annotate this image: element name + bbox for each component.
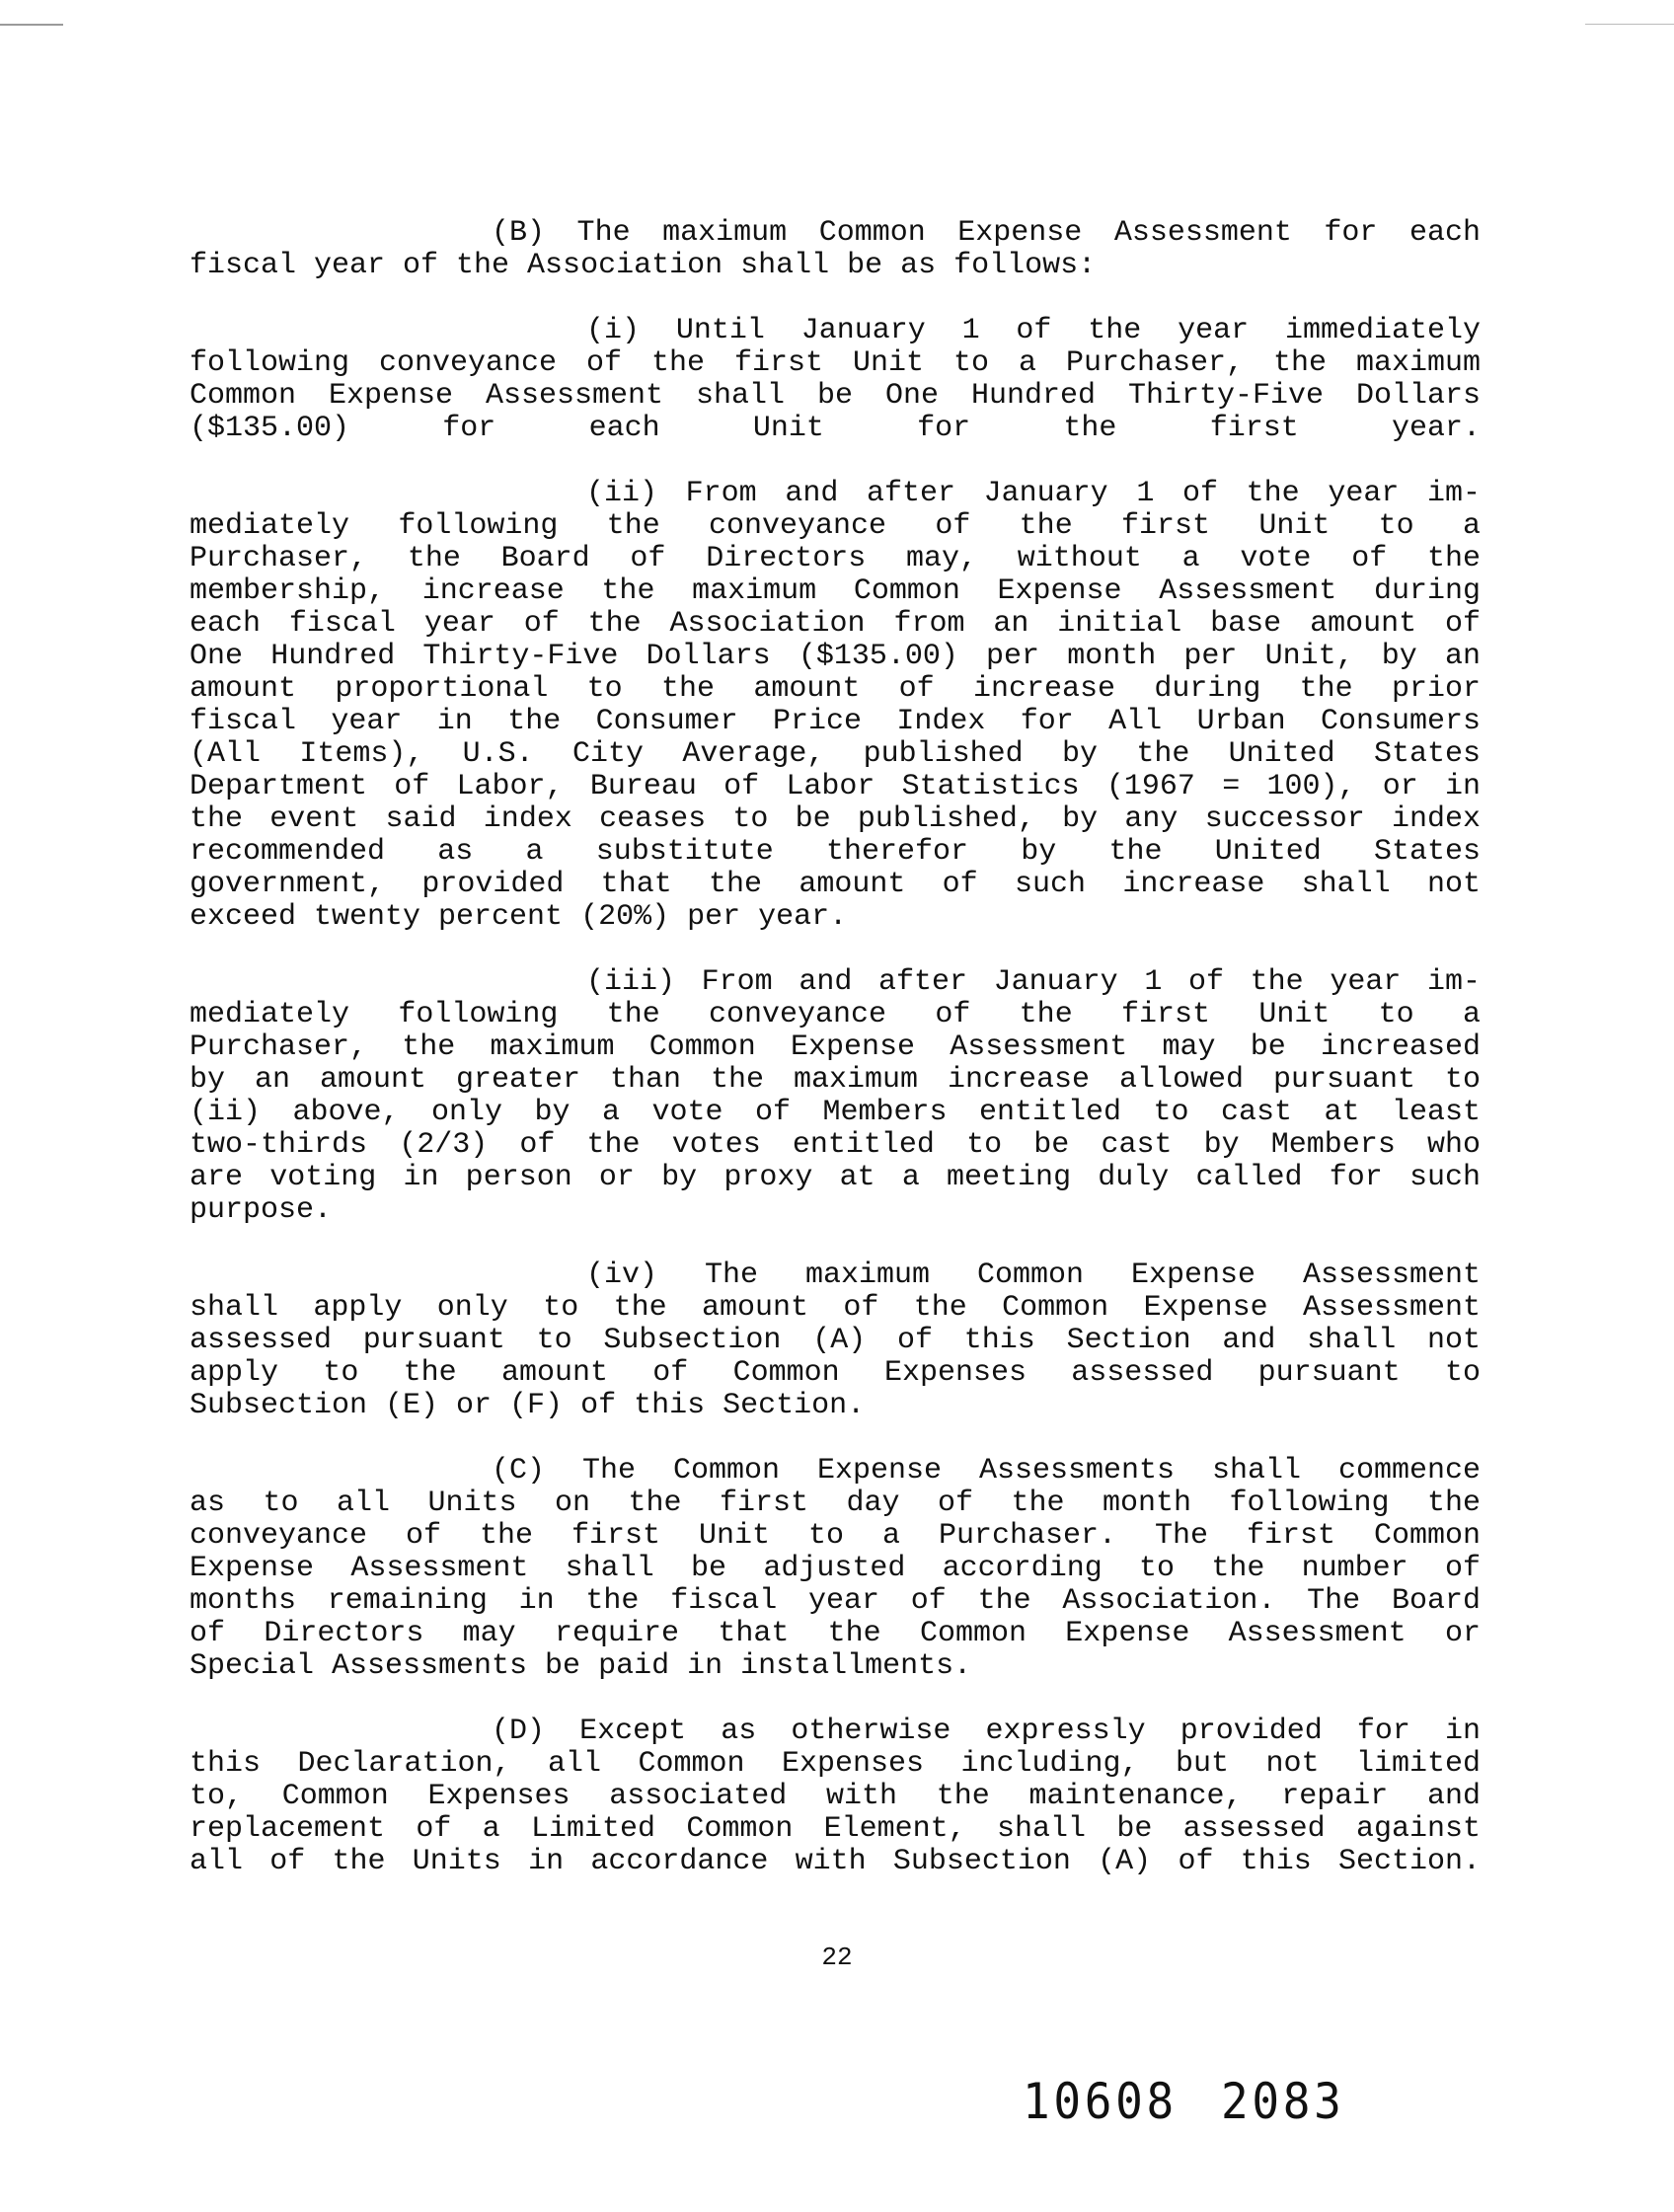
- paragraph-line: Purchaser, the maximum Common Expense Assessment may be increased: [190, 1030, 1481, 1064]
- paragraph-line: apply to the amount of Common Expenses assessed pursuant to: [190, 1356, 1481, 1390]
- paragraph-line: to, Common Expenses associated with the maintenance, repair and: [190, 1780, 1481, 1813]
- paragraph-line: (ii) above, only by a vote of Members entitled to cast at least: [190, 1096, 1481, 1129]
- paragraph-line: following conveyance of the first Unit to a Purchaser, the maximum: [190, 346, 1481, 380]
- paragraph-line: (iii) From and after January 1 of the year im-: [586, 965, 1481, 999]
- paragraph-line: months remaining in the fiscal year of the Association. The Board: [190, 1584, 1481, 1618]
- page-number: 22: [821, 1943, 853, 1972]
- paragraph-line: Purchaser, the Board of Directors may, without a vote of the: [190, 542, 1481, 575]
- paragraph-c: [190, 1455, 1481, 1683]
- paragraph-line: as to all Units on the first day of the month following the: [190, 1487, 1481, 1520]
- paragraph-line: all of the Units in accordance with Subsection (A) of this Section.: [190, 1845, 1481, 1878]
- recording-stamp: [1023, 2073, 1345, 2130]
- paragraph-line: shall apply only to the amount of the Common Expense Assessment: [190, 1291, 1481, 1325]
- paragraph-line: purpose.: [190, 1193, 333, 1227]
- paragraph-line: this Declaration, all Common Expenses including, but not limited: [190, 1747, 1481, 1781]
- paragraph-line: ($135.00) for each Unit for the first year.: [190, 412, 1481, 445]
- paragraph-line: of Directors may require that the Common Expense Assessment or: [190, 1617, 1481, 1650]
- paragraph-line: are voting in person or by proxy at a meeting duly called for such: [190, 1161, 1481, 1194]
- paragraph-line: Expense Assessment shall be adjusted according to the number of: [190, 1552, 1481, 1585]
- paragraph-line: assessed pursuant to Subsection (A) of this Section and shall not: [190, 1324, 1481, 1357]
- paragraph-line: Special Assessments be paid in installments.: [190, 1649, 972, 1683]
- paragraph-line: recommended as a substitute therefor by the United States: [190, 835, 1481, 869]
- scan-edge-mark-right: [1585, 24, 1674, 25]
- paragraph-line: (D) Except as otherwise expressly provided for in: [492, 1715, 1481, 1748]
- paragraph-line: conveyance of the first Unit to a Purchaser. The first Common: [190, 1519, 1481, 1553]
- paragraph-line: mediately following the conveyance of the first Unit to a: [190, 509, 1481, 543]
- paragraph-b: [190, 217, 1481, 282]
- paragraph-line: membership, increase the maximum Common Expense Assessment during: [190, 574, 1481, 608]
- paragraph-line: amount proportional to the amount of increase during the prior: [190, 672, 1481, 706]
- document-body: [190, 217, 1481, 1911]
- paragraph-b-ii: [190, 478, 1481, 934]
- paragraph-b-i: [190, 315, 1481, 445]
- paragraph-line: Department of Labor, Bureau of Labor Statistics (1967 = 100), or in: [190, 770, 1481, 803]
- scan-edge-mark-left: [0, 24, 63, 26]
- paragraph-d: [190, 1716, 1481, 1878]
- paragraph-line: two-thirds (2/3) of the votes entitled to be cast by Members who: [190, 1128, 1481, 1162]
- paragraph-line: the event said index ceases to be published, by any successor index: [190, 802, 1481, 836]
- paragraph-line: by an amount greater than the maximum increase allowed pursuant to: [190, 1063, 1481, 1097]
- recording-book-number: 10608: [1023, 2073, 1178, 2130]
- paragraph-line: Common Expense Assessment shall be One Hundred Thirty-Five Dollars: [190, 379, 1481, 413]
- paragraph-b-iii: [190, 966, 1481, 1227]
- paragraph-line: (iv) The maximum Common Expense Assessment: [586, 1259, 1481, 1292]
- paragraph-line: (i) Until January 1 of the year immediately: [586, 314, 1481, 347]
- paragraph-line: (B) The maximum Common Expense Assessment for each: [492, 216, 1481, 250]
- paragraph-line: (C) The Common Expense Assessments shall commence: [492, 1454, 1481, 1487]
- paragraph-b-iv: [190, 1259, 1481, 1422]
- paragraph-line: government, provided that the amount of such increase shall not: [190, 868, 1481, 901]
- recording-page-number: 2083: [1221, 2073, 1345, 2130]
- paragraph-line: replacement of a Limited Common Element, shall be assessed against: [190, 1812, 1481, 1846]
- paragraph-line: One Hundred Thirty-Five Dollars ($135.00) per month per Unit, by an: [190, 640, 1481, 673]
- paragraph-line: each fiscal year of the Association from an initial base amount of: [190, 607, 1481, 641]
- paragraph-line: fiscal year in the Consumer Price Index for All Urban Consumers: [190, 705, 1481, 738]
- paragraph-line: (All Items), U.S. City Average, published by the United States: [190, 737, 1481, 771]
- paragraph-line: Subsection (E) or (F) of this Section.: [190, 1389, 866, 1422]
- paragraph-line: exceed twenty percent (20%) per year.: [190, 900, 848, 934]
- paragraph-line: mediately following the conveyance of the first Unit to a: [190, 998, 1481, 1031]
- paragraph-line: (ii) From and after January 1 of the year im-: [586, 477, 1481, 510]
- paragraph-line: fiscal year of the Association shall be as follows:: [190, 249, 1097, 282]
